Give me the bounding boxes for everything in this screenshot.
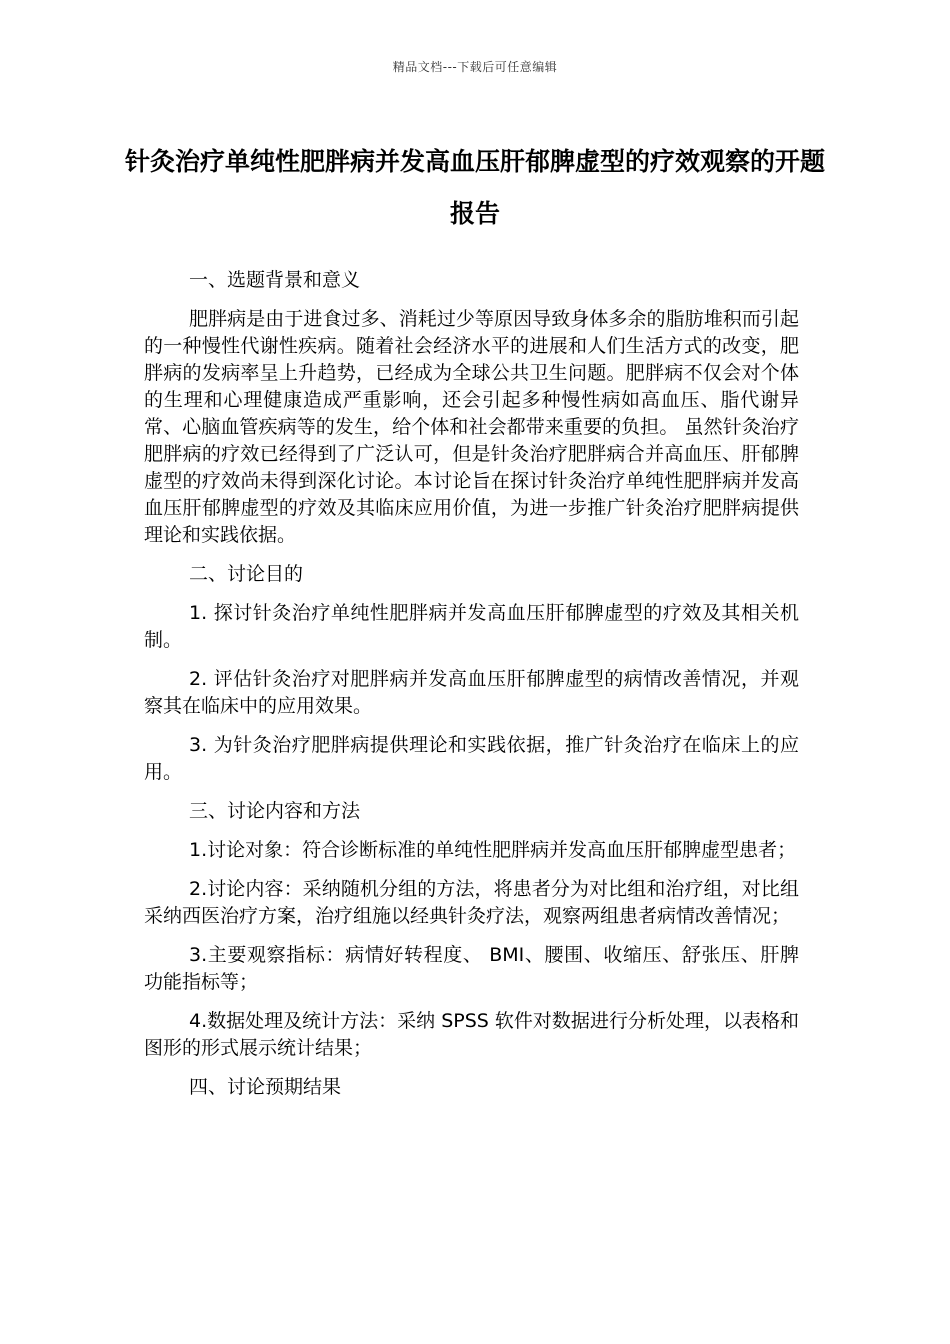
methods-item-3: 3.主要观察指标：病情好转程度、 BMI、腰围、收缩压、舒张压、肝脾功能指标等； bbox=[144, 944, 799, 993]
methods-item-4: 4.数据处理及统计方法：采纳 SPSS 软件对数据进行分析处理，以表格和图形的形式展示统计结果； bbox=[144, 1010, 799, 1059]
paragraph-background: 肥胖病是由于进食过多、消耗过少等原因导致身体多余的脂肪堆积而引起的一种慢性代谢性疾病。随着社会经济水平的进展和人们生活方式的改变，肥胖病的发病率呈上升趋势，已经成为全球公共卫生问题。肥胖病不仅会对个体的生理和心理健康造成严重影响，还会引起多种慢性病如高血压、脂代谢异常、心脑血管疾病等的发生，给个体和社会都带来重要的负担。 虽然针灸治疗肥胖病的疗效已经得到了广泛认可，但是针灸治疗肥胖病合并高血压、肝郁脾虚型的疗效尚未得到深化讨论。本讨论旨在探讨针灸治疗单纯性肥胖病并发高血压肝郁脾虚型的疗效及其临床应用价值，为进一步推广针灸治疗肥胖病提供理论和实践依据。 bbox=[144, 308, 799, 546]
methods-item-2: 2.讨论内容：采纳随机分组的方法，将患者分为对比组和治疗组，对比组采纳西医治疗方案，治疗组施以经典针灸疗法，观察两组患者病情改善情况； bbox=[144, 878, 799, 927]
section-heading-expected-results: 四、讨论预期结果 bbox=[189, 1076, 342, 1098]
section-heading-background: 一、选题背景和意义 bbox=[189, 269, 361, 291]
document-title: 针灸治疗单纯性肥胖病并发高血压肝郁脾虚型的疗效观察的开题报告 bbox=[124, 147, 825, 228]
purpose-item-3: 3. 为针灸治疗肥胖病提供理论和实践依据，推广针灸治疗在临床上的应用。 bbox=[144, 734, 799, 783]
methods-item-1: 1.讨论对象：符合诊断标准的单纯性肥胖病并发高血压肝郁脾虚型患者； bbox=[189, 839, 797, 861]
section-heading-methods: 三、讨论内容和方法 bbox=[189, 800, 361, 822]
purpose-item-1: 1. 探讨针灸治疗单纯性肥胖病并发高血压肝郁脾虚型的疗效及其相关机制。 bbox=[144, 602, 799, 651]
purpose-item-2: 2. 评估针灸治疗对肥胖病并发高血压肝郁脾虚型的病情改善情况，并观察其在临床中的应用效果。 bbox=[144, 668, 799, 717]
header-note: 精品文档---下载后可任意编辑 bbox=[392, 60, 558, 74]
section-heading-purpose: 二、讨论目的 bbox=[189, 563, 304, 585]
document-body bbox=[144, 267, 799, 1113]
